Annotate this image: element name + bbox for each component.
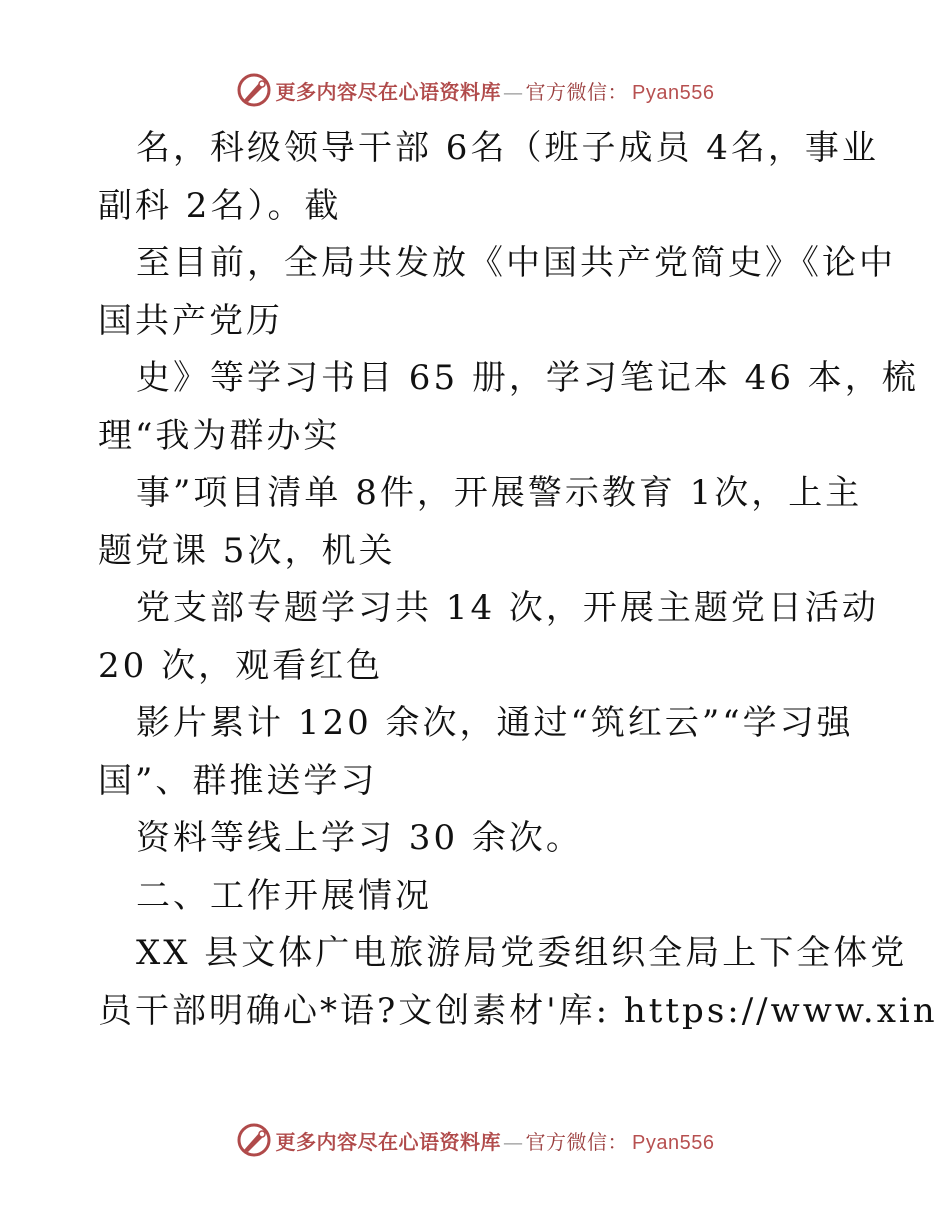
watermark-wechat-id: Pyan556 <box>632 81 715 104</box>
pen-logo-icon <box>236 72 272 108</box>
text-line: 理“我为群办实 <box>98 415 341 456</box>
watermark-label: 官方微信： <box>525 1129 629 1154</box>
pen-logo-icon <box>236 1122 272 1158</box>
watermark-wechat-id: Pyan556 <box>632 1131 715 1154</box>
watermark-main-text: 更多内容尽在心语资料库 <box>275 1129 502 1154</box>
text-line: 员干部明确心*语?文创素材'库: https://www.xin <box>98 990 938 1031</box>
text-line: 题党课 5次，机关 <box>98 530 396 571</box>
watermark-header <box>0 70 950 110</box>
watermark-separator: — <box>503 1129 524 1154</box>
watermark-main-text: 更多内容尽在心语资料库 <box>275 79 502 104</box>
text-line: 史》等学习书目 65 册，学习笔记本 46 本，梳 <box>136 358 919 398</box>
text-line: 资料等线上学习 30 余次。 <box>136 818 583 858</box>
text-line: XX 县文体广电旅游局党委组织全局上下全体党 <box>136 933 908 973</box>
text-line: 至目前，全局共发放《中国共产党简史》《论中 <box>136 243 896 283</box>
watermark-footer <box>0 1120 950 1160</box>
text-line: 名，科级领导干部 6名（班子成员 4名，事业 <box>136 128 879 168</box>
text-line: 党支部专题学习共 14 次，开展主题党日活动 <box>136 588 879 628</box>
text-line: 国”、群推送学习 <box>98 760 378 801</box>
text-line: 国共产党历 <box>98 300 283 341</box>
document-body <box>98 120 938 1040</box>
section-heading: 二、工作开展情况 <box>136 875 432 916</box>
text-line: 20 次，观看红色 <box>98 645 384 686</box>
watermark-separator: — <box>503 79 524 104</box>
text-line: 事”项目清单 8件，开展警示教育 1次，上主 <box>136 473 863 513</box>
text-line: 副科 2名）。截 <box>98 185 342 226</box>
watermark-label: 官方微信： <box>525 79 629 104</box>
text-line: 影片累计 120 余次，通过“筑红云”“学习强 <box>136 703 854 743</box>
